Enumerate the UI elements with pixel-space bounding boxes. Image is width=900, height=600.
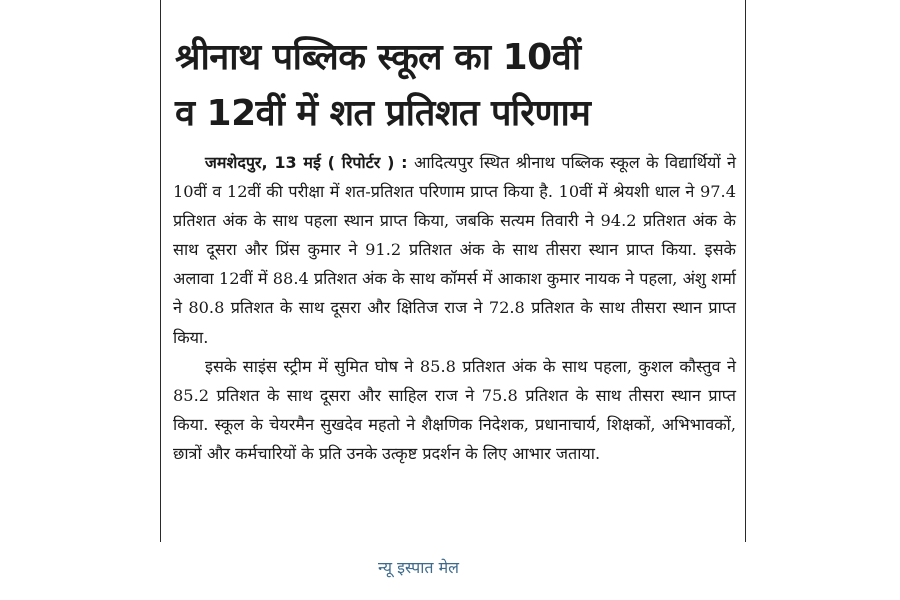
headline-line-1: श्रीनाथ पब्लिक स्कूल का 10वीं bbox=[175, 37, 581, 78]
news-clipping bbox=[160, 0, 746, 542]
headline-line-2: व 12वीं में शत प्रतिशत परिणाम bbox=[175, 93, 591, 134]
source-credit: न्यू इस्पात मेल bbox=[378, 558, 460, 577]
article-paragraph-2: इसके साइंस स्ट्रीम में सुमित घोष ने 85.8 प्रतिशत अंक के साथ पहला, कुशल कौस्तुव ने 85.2 प्रतिशत के साथ दूसरा और साहिल राज ने 75.8 प्रतिशत के साथ तीसरा स्थान प्राप्त किया. स्कूल के चेयरमैन सुखदेव महतो ने शैक्षणिक निदेशक, प्रधानाचार्य, शिक्षकों, अभिभावकों, छात्रों और कर्मचारियों के प्रति उनके उत्कृष्ट प्रदर्शन के लिए आभार जताया. bbox=[173, 356, 736, 463]
article-paragraph-1 bbox=[173, 148, 736, 352]
paragraph-1-text: आदित्यपुर स्थित श्रीनाथ पब्लिक स्कूल के विद्यार्थियों ने 10वीं व 12वीं की परीक्षा में शत-प्रतिशत परिणाम प्राप्त किया है. 10वीं में श्रेयशी धाल ने 97.4 प्रतिशत अंक के साथ पहला स्थान प्राप्त किया, जबकि सत्यम तिवारी ने 94.2 प्रतिशत अंक के साथ दूसरा और प्रिंस कुमार ने 91.2 प्रतिशत अंक के साथ तीसरा स्थान प्राप्त किया. इसके अलावा 12वीं में 88.4 प्रतिशत अंक के साथ कॉमर्स में आकाश कुमार नायक ने पहला, अंशु शर्मा ने 80.8 प्रतिशत के साथ दूसरा और क्षितिज राज ने 72.8 प्रतिशत के साथ तीसरा स्थान प्राप्त किया. bbox=[173, 153, 736, 347]
article-body bbox=[173, 148, 736, 468]
headline bbox=[175, 30, 735, 142]
dateline: जमशेदपुर, 13 मई ( रिपोर्टर ) : bbox=[205, 153, 408, 172]
